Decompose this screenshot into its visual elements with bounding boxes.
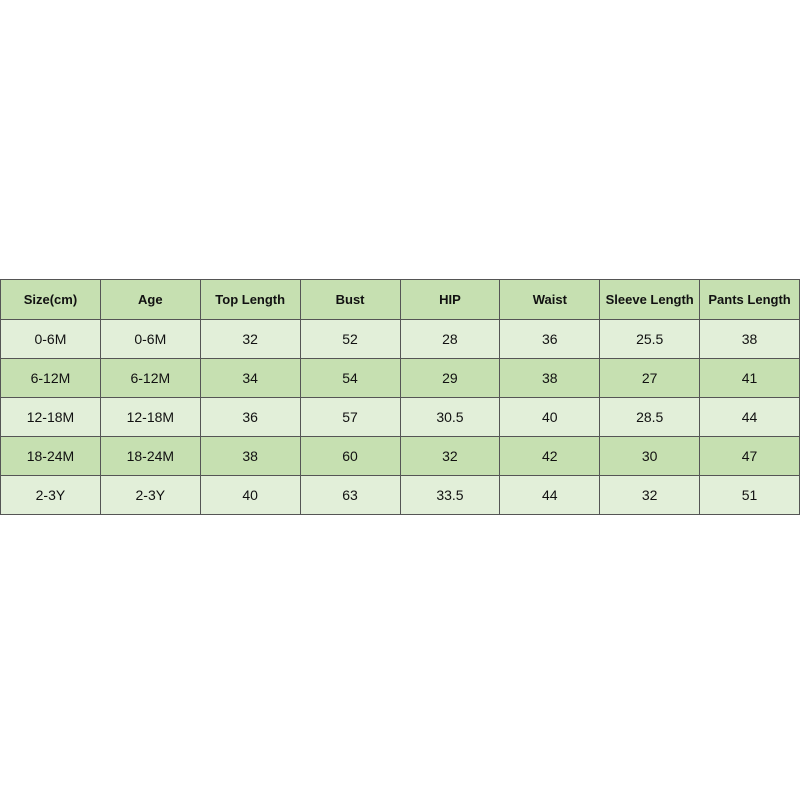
table-cell: 38 bbox=[700, 320, 800, 359]
table-cell: 40 bbox=[500, 398, 600, 437]
table-cell: 32 bbox=[200, 320, 300, 359]
header-sleeve-length: Sleeve Length bbox=[600, 280, 700, 320]
table-header-row bbox=[1, 280, 800, 320]
table-cell: 41 bbox=[700, 359, 800, 398]
table-cell: 28.5 bbox=[600, 398, 700, 437]
table-cell: 36 bbox=[200, 398, 300, 437]
table-cell: 2-3Y bbox=[100, 476, 200, 515]
table-cell: 52 bbox=[300, 320, 400, 359]
header-hip: HIP bbox=[400, 280, 500, 320]
table-cell: 18-24M bbox=[1, 437, 101, 476]
table-cell: 25.5 bbox=[600, 320, 700, 359]
header-bust: Bust bbox=[300, 280, 400, 320]
table-cell: 18-24M bbox=[100, 437, 200, 476]
table-cell: 40 bbox=[200, 476, 300, 515]
table-cell: 36 bbox=[500, 320, 600, 359]
header-size: Size(cm) bbox=[1, 280, 101, 320]
table-cell: 6-12M bbox=[100, 359, 200, 398]
table-cell: 28 bbox=[400, 320, 500, 359]
table-cell: 12-18M bbox=[100, 398, 200, 437]
header-waist: Waist bbox=[500, 280, 600, 320]
table-row bbox=[1, 476, 800, 515]
table-cell: 30.5 bbox=[400, 398, 500, 437]
table-cell: 44 bbox=[700, 398, 800, 437]
table-cell: 6-12M bbox=[1, 359, 101, 398]
table-cell: 27 bbox=[600, 359, 700, 398]
table-cell: 2-3Y bbox=[1, 476, 101, 515]
table-cell: 42 bbox=[500, 437, 600, 476]
header-pants-length: Pants Length bbox=[700, 280, 800, 320]
size-chart-table bbox=[0, 279, 800, 515]
table-row bbox=[1, 359, 800, 398]
table-cell: 29 bbox=[400, 359, 500, 398]
table-cell: 51 bbox=[700, 476, 800, 515]
table-cell: 38 bbox=[200, 437, 300, 476]
table-row bbox=[1, 398, 800, 437]
table-cell: 33.5 bbox=[400, 476, 500, 515]
table-cell: 32 bbox=[600, 476, 700, 515]
table-cell: 30 bbox=[600, 437, 700, 476]
header-age: Age bbox=[100, 280, 200, 320]
table-cell: 38 bbox=[500, 359, 600, 398]
table-row bbox=[1, 437, 800, 476]
table-cell: 44 bbox=[500, 476, 600, 515]
table-cell: 32 bbox=[400, 437, 500, 476]
table-cell: 12-18M bbox=[1, 398, 101, 437]
header-top-length: Top Length bbox=[200, 280, 300, 320]
table-cell: 63 bbox=[300, 476, 400, 515]
table-cell: 60 bbox=[300, 437, 400, 476]
table-cell: 0-6M bbox=[1, 320, 101, 359]
table-cell: 57 bbox=[300, 398, 400, 437]
table-cell: 0-6M bbox=[100, 320, 200, 359]
table-cell: 54 bbox=[300, 359, 400, 398]
table-cell: 34 bbox=[200, 359, 300, 398]
table-cell: 47 bbox=[700, 437, 800, 476]
table-row bbox=[1, 320, 800, 359]
